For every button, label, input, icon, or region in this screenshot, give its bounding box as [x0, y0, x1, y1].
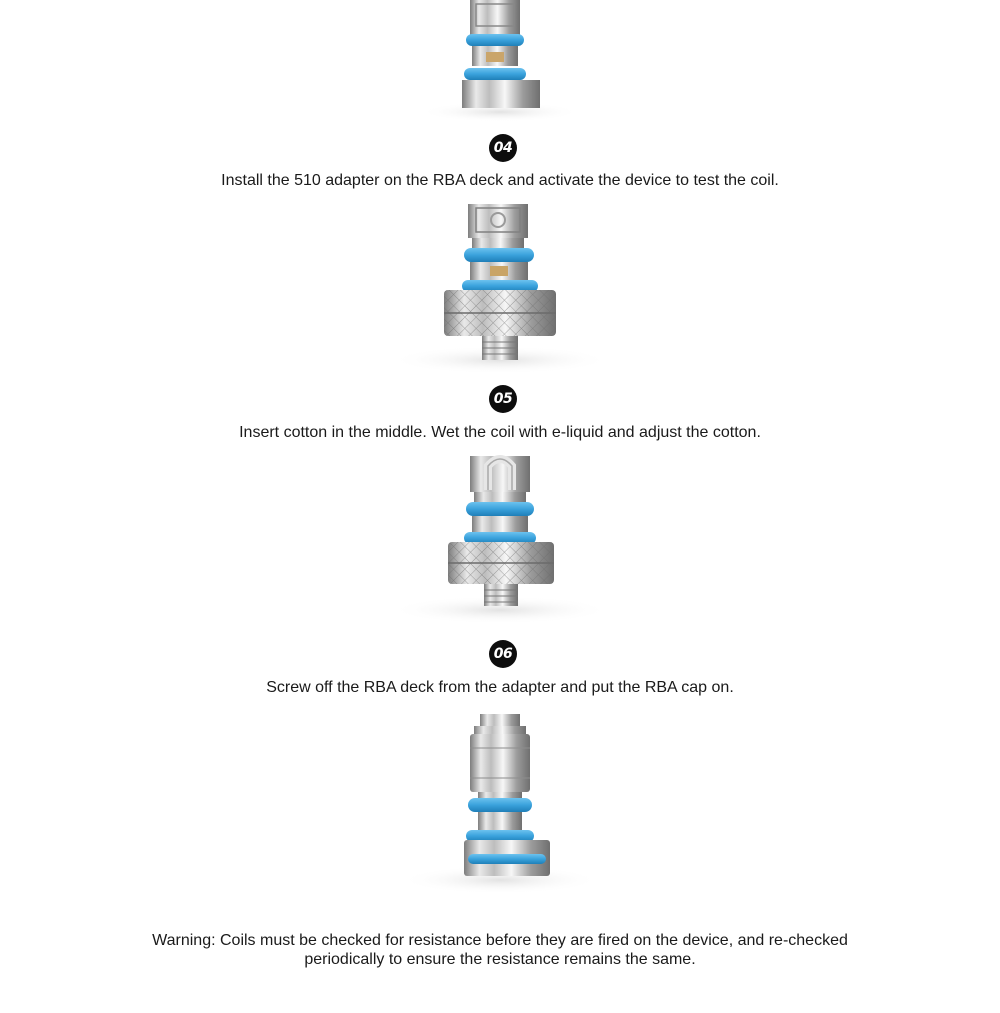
step-number: 04 [493, 140, 513, 156]
coil-image-top [440, 0, 570, 125]
warning-line: periodically to ensure the resistance remains the same. [304, 951, 696, 968]
rba-cap-assembled-image [400, 708, 600, 898]
rba-deck-with-cotton-image [380, 450, 620, 630]
step-number-badge [489, 134, 517, 162]
step-number: 06 [493, 646, 513, 662]
rba-deck-with-adapter-image [380, 198, 620, 378]
warning-line: Warning: Coils must be checked for resistance before they are fired on the device, and re-checked [152, 932, 848, 949]
step-number: 05 [493, 391, 513, 407]
warning-text [100, 931, 900, 969]
step-caption: Insert cotton in the middle. Wet the coil with e-liquid and adjust the cotton. [239, 424, 761, 441]
step-caption: Install the 510 adapter on the RBA deck and activate the device to test the coil. [221, 172, 779, 189]
step-caption: Screw off the RBA deck from the adapter and put the RBA cap on. [266, 679, 734, 696]
step-number-badge [489, 640, 517, 668]
step-number-badge [489, 385, 517, 413]
